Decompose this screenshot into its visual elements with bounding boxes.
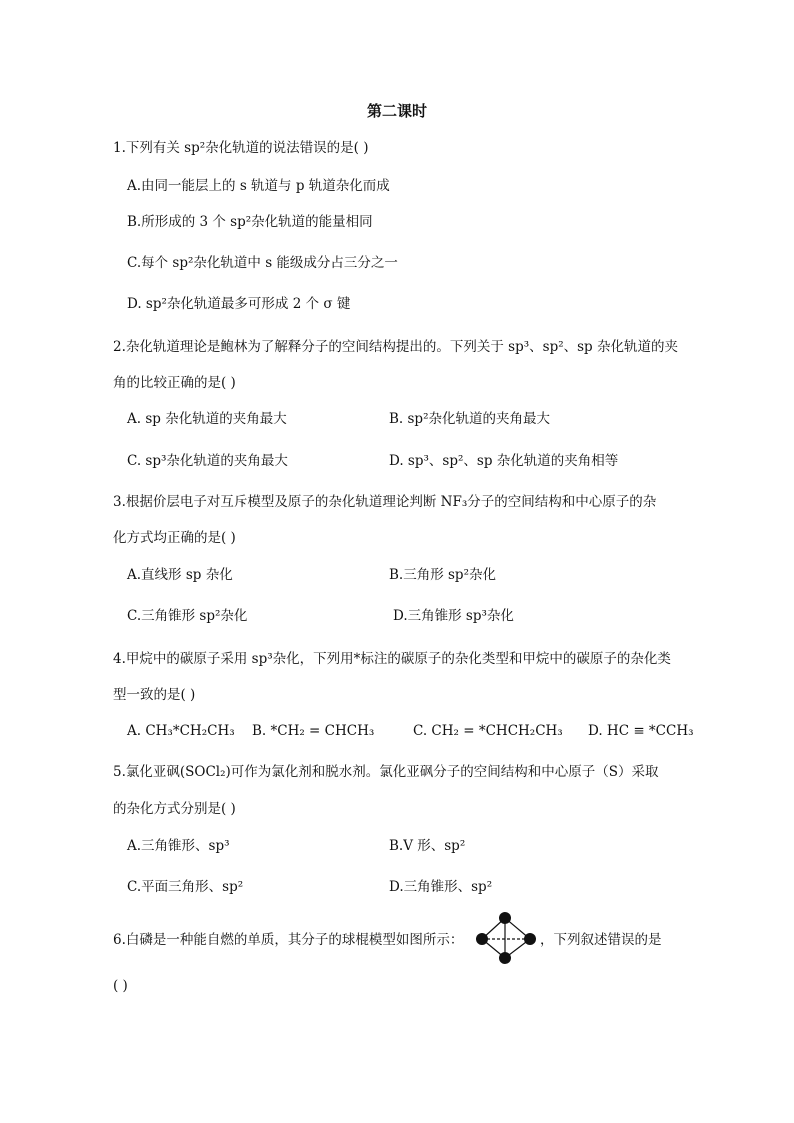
q3-option-a: A.直线形 sp 杂化 bbox=[127, 567, 233, 583]
q1-option-a: A.由同一能层上的 s 轨道与 p 轨道杂化而成 bbox=[127, 178, 390, 194]
phosphorus-atom-bottom bbox=[499, 952, 511, 964]
q2-stem-line2: 角的比较正确的是( ) bbox=[113, 375, 236, 391]
q2-option-b: B. sp²杂化轨道的夹角最大 bbox=[389, 411, 550, 427]
q3-stem-line1: 3.根据价层电子对互斥模型及原子的杂化轨道理论判断 NF₃分子的空间结构和中心原子的杂 bbox=[113, 494, 657, 510]
q5-option-a: A.三角锥形、sp³ bbox=[127, 838, 230, 854]
q4-stem-line1: 4.甲烷中的碳原子采用 sp³杂化，下列用*标注的碳原子的杂化类型和甲烷中的碳原子的杂化类 bbox=[113, 651, 671, 667]
q5-option-d: D.三角锥形、sp² bbox=[389, 879, 493, 895]
q2-option-c: C. sp³杂化轨道的夹角最大 bbox=[127, 453, 288, 469]
q3-option-c: C.三角锥形 sp²杂化 bbox=[127, 608, 248, 624]
page-title: 第二课时 bbox=[366, 102, 427, 120]
q1-option-b: B.所形成的 3 个 sp²杂化轨道的能量相同 bbox=[127, 214, 373, 230]
q2-option-a: A. sp 杂化轨道的夹角最大 bbox=[127, 411, 287, 427]
q6-stem-line2: ( ) bbox=[113, 978, 128, 994]
q3-option-d: D.三角锥形 sp³杂化 bbox=[393, 608, 514, 624]
q3-option-b: B.三角形 sp²杂化 bbox=[389, 567, 496, 583]
phosphorus-atom-top bbox=[499, 912, 511, 924]
phosphorus-atom-right bbox=[524, 933, 536, 945]
q5-stem-line2: 的杂化方式分别是( ) bbox=[113, 801, 236, 817]
q5-option-b: B.V 形、sp² bbox=[389, 838, 466, 854]
q4-option-d: D. HC ≡ *CCH₃ bbox=[588, 723, 694, 739]
q2-option-d: D. sp³、sp²、sp 杂化轨道的夹角相等 bbox=[389, 453, 619, 469]
q3-stem-line2: 化方式均正确的是( ) bbox=[113, 530, 236, 546]
q6-stem-after: ，下列叙述错误的是 bbox=[540, 932, 662, 948]
white-phosphorus-ball-stick-diagram bbox=[474, 908, 540, 972]
q1-option-d: D. sp²杂化轨道最多可形成 2 个 σ 键 bbox=[127, 296, 351, 312]
q5-option-c: C.平面三角形、sp² bbox=[127, 879, 244, 895]
q6-stem-before: 6.白磷是一种能自燃的单质，其分子的球棍模型如图所示： bbox=[113, 932, 464, 948]
q4-option-c: C. CH₂ = *CHCH₂CH₃ bbox=[413, 723, 563, 739]
phosphorus-atom-left bbox=[476, 933, 488, 945]
q2-stem-line1: 2.杂化轨道理论是鲍林为了解释分子的空间结构提出的。下列关于 sp³、sp²、sp 杂化轨道的夹 bbox=[113, 339, 678, 355]
q1-stem: 1.下列有关 sp²杂化轨道的说法错误的是( ) bbox=[113, 140, 369, 156]
q4-stem-line2: 型一致的是( ) bbox=[113, 687, 196, 703]
q4-option-a: A. CH₃*CH₂CH₃ bbox=[127, 723, 235, 739]
q5-stem-line1: 5.氯化亚砜(SOCl₂)可作为氯化剂和脱水剂。氯化亚砜分子的空间结构和中心原子（S）采取 bbox=[113, 764, 659, 780]
q1-option-c: C.每个 sp²杂化轨道中 s 能级成分占三分之一 bbox=[127, 255, 398, 271]
q4-option-b: B. *CH₂ = CHCH₃ bbox=[252, 723, 375, 739]
